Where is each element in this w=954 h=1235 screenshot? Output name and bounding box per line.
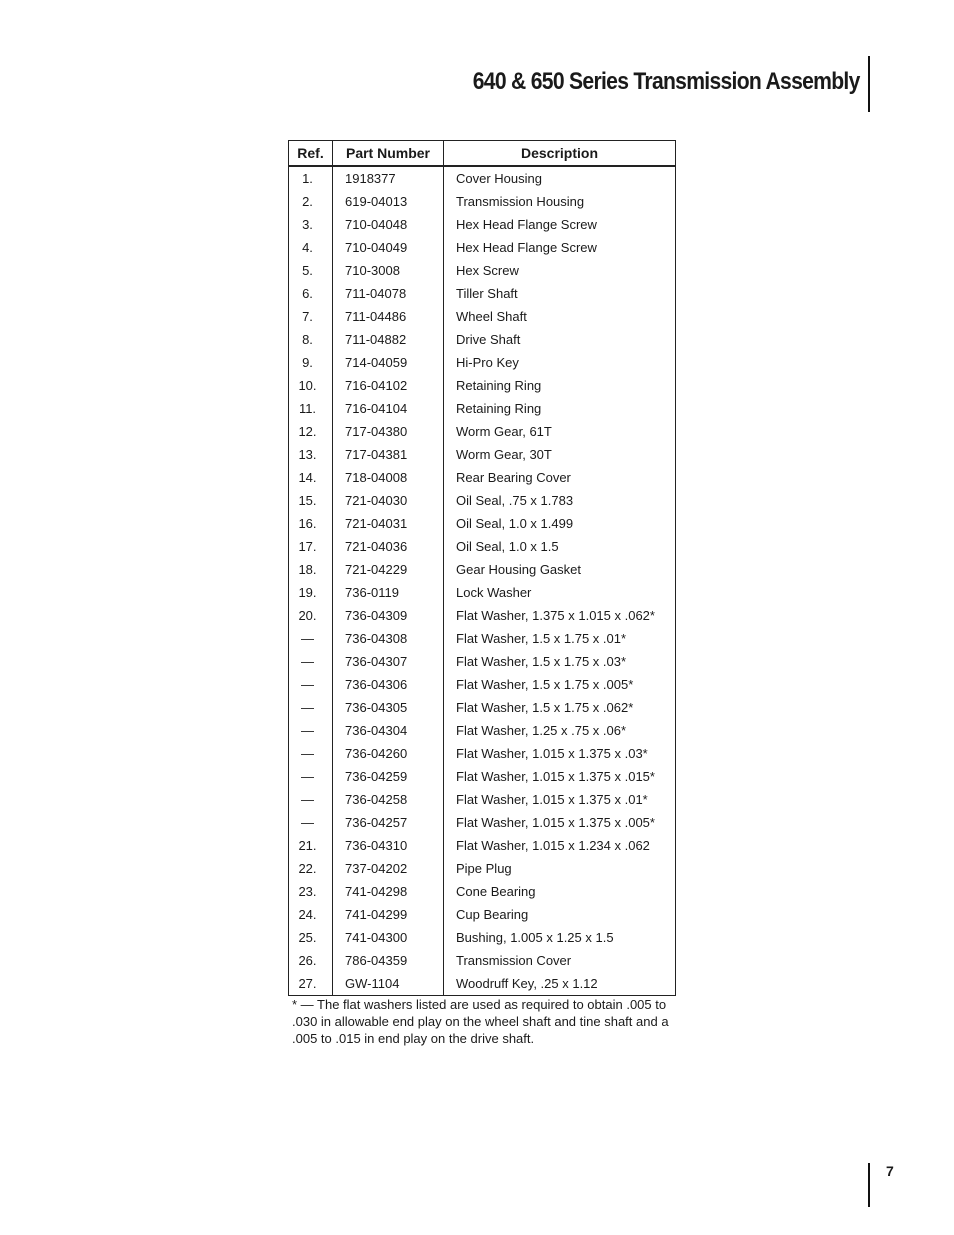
table-row: [289, 604, 676, 627]
part-number-cell: 741-04300: [333, 926, 444, 949]
ref-cell: —: [289, 627, 333, 650]
table-row: [289, 305, 676, 328]
description-cell: Worm Gear, 30T: [456, 447, 552, 462]
description-cell: Flat Washer, 1.25 x .75 x .06*: [456, 723, 627, 738]
table-row: [289, 374, 676, 397]
description-cell: Wheel Shaft: [456, 309, 527, 324]
part-number-cell: 736-0119: [333, 581, 444, 604]
ref-cell: 8.: [289, 328, 333, 351]
description-cell: Cone Bearing: [456, 884, 536, 899]
page-number: 7: [886, 1163, 894, 1179]
description-cell: Woodruff Key, .25 x 1.12: [456, 976, 598, 991]
title-divider: [868, 56, 870, 112]
part-number-cell: 786-04359: [333, 949, 444, 972]
description-cell: Worm Gear, 61T: [456, 424, 552, 439]
part-number-cell: 718-04008: [333, 466, 444, 489]
table-row: [289, 466, 676, 489]
ref-cell: —: [289, 742, 333, 765]
description-cell: Lock Washer: [456, 585, 532, 600]
ref-cell: 20.: [289, 604, 333, 627]
ref-cell: 11.: [289, 397, 333, 420]
ref-cell: 15.: [289, 489, 333, 512]
table-row: [289, 236, 676, 259]
ref-cell: —: [289, 650, 333, 673]
ref-cell: —: [289, 673, 333, 696]
ref-cell: 2.: [289, 190, 333, 213]
table-row: [289, 351, 676, 374]
part-number-cell: 721-04031: [333, 512, 444, 535]
part-number-cell: 710-04048: [333, 213, 444, 236]
description-cell: Flat Washer, 1.5 x 1.75 x .005*: [456, 677, 634, 692]
table-row: [289, 926, 676, 949]
part-number-cell: GW-1104: [333, 972, 444, 996]
footnote: * — The flat washers listed are used as required to obtain .005 to .030 in allowable end play on the wheel shaft and tine shaft and a .005 to .015 in end play on the drive shaft.: [292, 997, 669, 1046]
part-number-cell: 711-04078: [333, 282, 444, 305]
description-cell: Gear Housing Gasket: [456, 562, 582, 577]
table-row: [289, 397, 676, 420]
part-number-cell: 736-04310: [333, 834, 444, 857]
part-number-cell: 716-04104: [333, 397, 444, 420]
table-row: [289, 834, 676, 857]
ref-cell: 23.: [289, 880, 333, 903]
ref-cell: —: [289, 696, 333, 719]
part-number-cell: 736-04257: [333, 811, 444, 834]
table-row: [289, 581, 676, 604]
description-cell: Hex Head Flange Screw: [456, 217, 597, 232]
description-cell: Flat Washer, 1.015 x 1.375 x .005*: [456, 815, 655, 830]
description-cell: Flat Washer, 1.5 x 1.75 x .01*: [456, 631, 627, 646]
table-row: [289, 811, 676, 834]
header-description: Description: [444, 141, 676, 167]
table-row: [289, 213, 676, 236]
ref-cell: 5.: [289, 259, 333, 282]
part-number-cell: 741-04298: [333, 880, 444, 903]
ref-cell: 16.: [289, 512, 333, 535]
description-cell: Cover Housing: [456, 171, 542, 186]
description-cell: Flat Washer, 1.375 x 1.015 x .062*: [456, 608, 655, 623]
part-number-cell: 736-04304: [333, 719, 444, 742]
table-row: [289, 673, 676, 696]
ref-cell: 26.: [289, 949, 333, 972]
table-row: [289, 420, 676, 443]
ref-cell: 12.: [289, 420, 333, 443]
part-number-cell: 741-04299: [333, 903, 444, 926]
ref-cell: 18.: [289, 558, 333, 581]
part-number-cell: 717-04381: [333, 443, 444, 466]
ref-cell: 1.: [289, 166, 333, 190]
table-row: [289, 788, 676, 811]
description-cell: Rear Bearing Cover: [456, 470, 571, 485]
part-number-cell: 736-04258: [333, 788, 444, 811]
part-number-cell: 737-04202: [333, 857, 444, 880]
table-row: [289, 166, 676, 190]
ref-cell: 24.: [289, 903, 333, 926]
description-cell: Flat Washer, 1.015 x 1.375 x .03*: [456, 746, 648, 761]
part-number-cell: 736-04307: [333, 650, 444, 673]
ref-cell: 4.: [289, 236, 333, 259]
table-row: [289, 489, 676, 512]
ref-cell: —: [289, 719, 333, 742]
ref-cell: 10.: [289, 374, 333, 397]
ref-cell: 3.: [289, 213, 333, 236]
description-cell: Retaining Ring: [456, 401, 542, 416]
description-cell: Transmission Cover: [456, 953, 572, 968]
description-cell: Hi-Pro Key: [456, 355, 519, 370]
table-row: [289, 972, 676, 996]
description-cell: Hex Head Flange Screw: [456, 240, 597, 255]
ref-cell: 22.: [289, 857, 333, 880]
parts-table-body: [289, 166, 676, 996]
part-number-cell: 721-04030: [333, 489, 444, 512]
table-row: [289, 650, 676, 673]
table-row: [289, 949, 676, 972]
part-number-cell: 716-04102: [333, 374, 444, 397]
description-cell: Oil Seal, .75 x 1.783: [456, 493, 574, 508]
ref-cell: 19.: [289, 581, 333, 604]
table-row: [289, 742, 676, 765]
part-number-cell: 736-04309: [333, 604, 444, 627]
ref-cell: —: [289, 788, 333, 811]
table-row: [289, 903, 676, 926]
ref-cell: 13.: [289, 443, 333, 466]
table-row: [289, 282, 676, 305]
table-row: [289, 880, 676, 903]
description-cell: Retaining Ring: [456, 378, 542, 393]
ref-cell: 25.: [289, 926, 333, 949]
ref-cell: 6.: [289, 282, 333, 305]
table-header-row: [289, 141, 676, 167]
description-cell: Flat Washer, 1.015 x 1.375 x .015*: [456, 769, 655, 784]
description-cell: Flat Washer, 1.5 x 1.75 x .062*: [456, 700, 634, 715]
part-number-cell: 711-04486: [333, 305, 444, 328]
part-number-cell: 736-04306: [333, 673, 444, 696]
part-number-cell: 736-04259: [333, 765, 444, 788]
part-number-cell: 721-04229: [333, 558, 444, 581]
table-row: [289, 857, 676, 880]
ref-cell: 14.: [289, 466, 333, 489]
part-number-cell: 736-04260: [333, 742, 444, 765]
description-cell: Flat Washer, 1.5 x 1.75 x .03*: [456, 654, 627, 669]
part-number-cell: 714-04059: [333, 351, 444, 374]
part-number-cell: 736-04305: [333, 696, 444, 719]
description-cell: Pipe Plug: [456, 861, 512, 876]
page-title: 640 & 650 Series Transmission Assembly: [473, 68, 860, 95]
description-cell: Hex Screw: [456, 263, 519, 278]
part-number-cell: 619-04013: [333, 190, 444, 213]
table-row: [289, 512, 676, 535]
part-number-cell: 721-04036: [333, 535, 444, 558]
description-cell: Bushing, 1.005 x 1.25 x 1.5: [456, 930, 614, 945]
part-number-cell: 1918377: [333, 166, 444, 190]
description-cell: Tiller Shaft: [456, 286, 518, 301]
description-cell: Transmission Housing: [456, 194, 585, 209]
description-cell: Cup Bearing: [456, 907, 529, 922]
description-cell: Oil Seal, 1.0 x 1.5: [456, 539, 559, 554]
ref-cell: 17.: [289, 535, 333, 558]
table-row: [289, 328, 676, 351]
part-number-cell: 710-04049: [333, 236, 444, 259]
description-cell: Flat Washer, 1.015 x 1.375 x .01*: [456, 792, 648, 807]
description-cell: Flat Washer, 1.015 x 1.234 x .062: [456, 838, 650, 853]
parts-table: [288, 140, 676, 996]
ref-cell: 9.: [289, 351, 333, 374]
part-number-cell: 710-3008: [333, 259, 444, 282]
header-part-number: Part Number: [333, 141, 444, 167]
table-row: [289, 719, 676, 742]
ref-cell: —: [289, 765, 333, 788]
ref-cell: 21.: [289, 834, 333, 857]
description-cell: Oil Seal, 1.0 x 1.499: [456, 516, 574, 531]
part-number-cell: 711-04882: [333, 328, 444, 351]
part-number-cell: 717-04380: [333, 420, 444, 443]
table-row: [289, 190, 676, 213]
description-cell: Drive Shaft: [456, 332, 521, 347]
table-row: [289, 765, 676, 788]
table-row: [289, 535, 676, 558]
ref-cell: 27.: [289, 972, 333, 996]
part-number-cell: 736-04308: [333, 627, 444, 650]
page-number-divider: [868, 1163, 870, 1207]
ref-cell: 7.: [289, 305, 333, 328]
ref-cell: —: [289, 811, 333, 834]
header-ref: Ref.: [289, 141, 333, 167]
table-row: [289, 259, 676, 282]
table-row: [289, 558, 676, 581]
table-row: [289, 443, 676, 466]
table-row: [289, 627, 676, 650]
table-row: [289, 696, 676, 719]
